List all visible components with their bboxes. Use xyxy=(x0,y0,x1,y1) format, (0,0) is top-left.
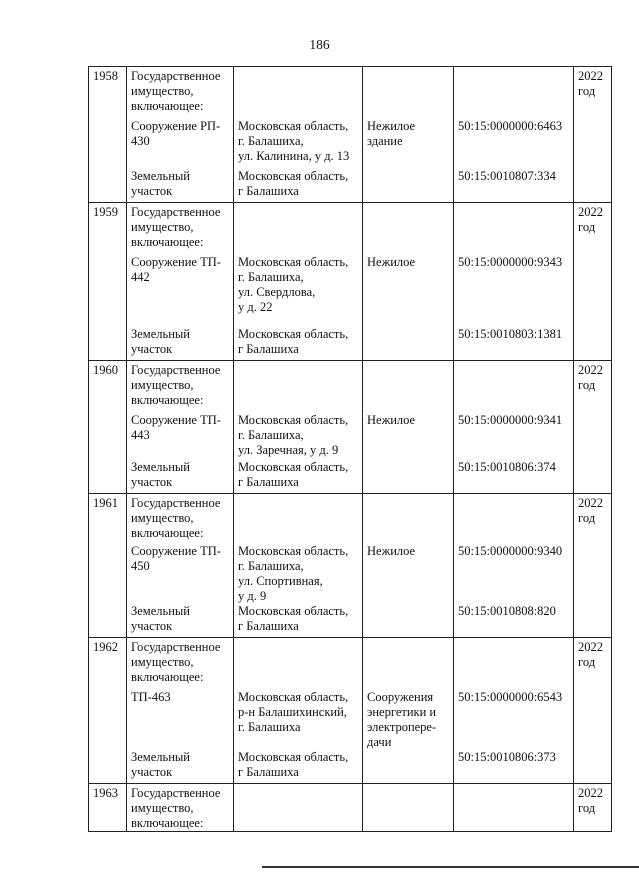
record-header: Государственное имущество, включающее: xyxy=(127,638,234,690)
item-cadastral-number: 50:15:0000000:9340 xyxy=(454,544,574,604)
item-type: Нежилое xyxy=(363,413,454,460)
item-cadastral-number: 50:15:0010803:1381 xyxy=(454,327,574,361)
record-row xyxy=(89,494,612,544)
page-number: 186 xyxy=(309,37,330,52)
property-registry-table xyxy=(88,66,612,832)
item-address: Московская область, г Балашиха xyxy=(234,327,363,361)
footer-rule xyxy=(262,866,639,868)
empty-num xyxy=(89,327,127,361)
item-name: Сооружение ТП- 442 xyxy=(127,255,234,327)
empty-year xyxy=(574,413,612,460)
cadastral-cell xyxy=(454,784,574,832)
item-cadastral-number: 50:15:0010806:373 xyxy=(454,750,574,784)
record-number: 1960 xyxy=(89,361,127,413)
empty-year xyxy=(574,119,612,169)
address-cell xyxy=(234,638,363,690)
item-cadastral-number: 50:15:0000000:6463 xyxy=(454,119,574,169)
cadastral-cell xyxy=(454,67,574,119)
item-cadastral-number: 50:15:0000000:9343 xyxy=(454,255,574,327)
item-type: Нежилое xyxy=(363,255,454,327)
empty-num xyxy=(89,750,127,784)
empty-year xyxy=(574,690,612,750)
empty-num xyxy=(89,460,127,494)
item-address: Московская область, г Балашиха xyxy=(234,460,363,494)
item-name: Земельный участок xyxy=(127,750,234,784)
address-cell xyxy=(234,67,363,119)
item-type: Нежилое здание xyxy=(363,119,454,169)
item-cadastral-number: 50:15:0000000:9341 xyxy=(454,413,574,460)
empty-num xyxy=(89,544,127,604)
item-type xyxy=(363,460,454,494)
item-row xyxy=(89,690,612,750)
item-type: Нежилое xyxy=(363,544,454,604)
item-name: Земельный участок xyxy=(127,460,234,494)
record-header: Государственное имущество, включающее: xyxy=(127,494,234,544)
item-address: Московская область, р-н Балашихинский, г. Балашиха xyxy=(234,690,363,750)
item-cadastral-number: 50:15:0000000:6543 xyxy=(454,690,574,750)
empty-year xyxy=(574,327,612,361)
record-row xyxy=(89,361,612,413)
item-type: Сооружения энергетики и электропере- дачи xyxy=(363,690,454,750)
record-header: Государственное имущество, включающее: xyxy=(127,67,234,119)
registry-body xyxy=(89,67,612,832)
cadastral-cell xyxy=(454,638,574,690)
item-address: Московская область, г. Балашиха, ул. Спортивная, у д. 9 xyxy=(234,544,363,604)
record-number: 1961 xyxy=(89,494,127,544)
item-cadastral-number: 50:15:0010806:374 xyxy=(454,460,574,494)
cadastral-cell xyxy=(454,361,574,413)
empty-num xyxy=(89,690,127,750)
item-row xyxy=(89,750,612,784)
item-name: Земельный участок xyxy=(127,604,234,638)
record-year: 2022 год xyxy=(574,784,612,832)
item-address: Московская область, г. Балашиха, ул. Заречная, у д. 9 xyxy=(234,413,363,460)
item-address: Московская область, г. Балашиха, ул. Свердлова, у д. 22 xyxy=(234,255,363,327)
item-row xyxy=(89,413,612,460)
record-number: 1962 xyxy=(89,638,127,690)
item-row xyxy=(89,255,612,327)
item-name: ТП-463 xyxy=(127,690,234,750)
record-header: Государственное имущество, включающее: xyxy=(127,203,234,255)
item-address: Московская область, г Балашиха xyxy=(234,604,363,638)
item-type xyxy=(363,604,454,638)
address-cell xyxy=(234,784,363,832)
type-cell xyxy=(363,67,454,119)
item-name: Сооружение ТП- 443 xyxy=(127,413,234,460)
record-row xyxy=(89,784,612,832)
empty-num xyxy=(89,413,127,460)
item-cadastral-number: 50:15:0010808:820 xyxy=(454,604,574,638)
item-cadastral-number: 50:15:0010807:334 xyxy=(454,169,574,203)
record-year: 2022 год xyxy=(574,494,612,544)
record-year: 2022 год xyxy=(574,361,612,413)
empty-num xyxy=(89,169,127,203)
type-cell xyxy=(363,361,454,413)
record-header: Государственное имущество, включающее: xyxy=(127,361,234,413)
type-cell xyxy=(363,784,454,832)
address-cell xyxy=(234,203,363,255)
record-year: 2022 год xyxy=(574,203,612,255)
empty-year xyxy=(574,750,612,784)
item-name: Земельный участок xyxy=(127,169,234,203)
item-name: Сооружение ТП- 450 xyxy=(127,544,234,604)
empty-year xyxy=(574,604,612,638)
item-row xyxy=(89,119,612,169)
record-row xyxy=(89,203,612,255)
item-type xyxy=(363,169,454,203)
address-cell xyxy=(234,361,363,413)
item-type xyxy=(363,327,454,361)
record-year: 2022 год xyxy=(574,67,612,119)
record-number: 1958 xyxy=(89,67,127,119)
item-row xyxy=(89,544,612,604)
record-number: 1959 xyxy=(89,203,127,255)
empty-year xyxy=(574,169,612,203)
record-row xyxy=(89,638,612,690)
address-cell xyxy=(234,494,363,544)
record-row xyxy=(89,67,612,119)
record-year: 2022 год xyxy=(574,638,612,690)
cadastral-cell xyxy=(454,203,574,255)
record-header: Государственное имущество, включающее: xyxy=(127,784,234,832)
empty-num xyxy=(89,255,127,327)
item-row xyxy=(89,604,612,638)
type-cell xyxy=(363,203,454,255)
item-row xyxy=(89,460,612,494)
cadastral-cell xyxy=(454,494,574,544)
item-row xyxy=(89,327,612,361)
item-address: Московская область, г Балашиха xyxy=(234,750,363,784)
type-cell xyxy=(363,638,454,690)
item-name: Сооружение РП- 430 xyxy=(127,119,234,169)
item-address: Московская область, г. Балашиха, ул. Калинина, у д. 13 xyxy=(234,119,363,169)
item-address: Московская область, г Балашиха xyxy=(234,169,363,203)
empty-year xyxy=(574,544,612,604)
item-row xyxy=(89,169,612,203)
empty-num xyxy=(89,604,127,638)
item-name: Земельный участок xyxy=(127,327,234,361)
empty-num xyxy=(89,119,127,169)
item-type xyxy=(363,750,454,784)
record-number: 1963 xyxy=(89,784,127,832)
empty-year xyxy=(574,460,612,494)
type-cell xyxy=(363,494,454,544)
empty-year xyxy=(574,255,612,327)
